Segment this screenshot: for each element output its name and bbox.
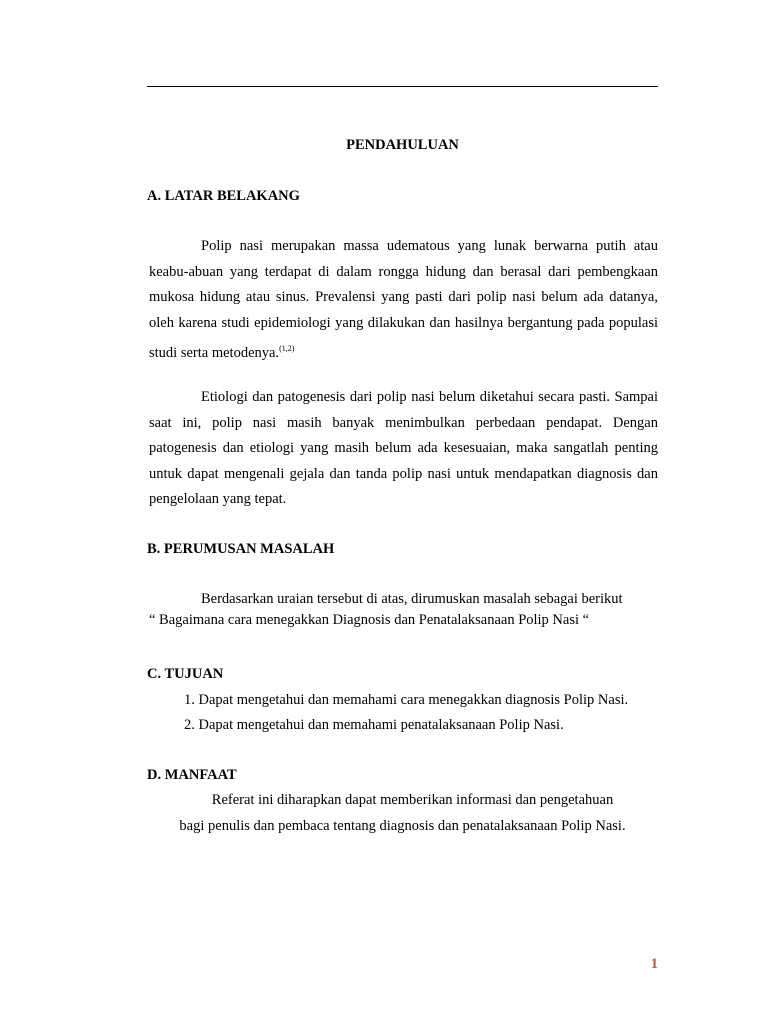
section-d-heading: D. MANFAAT — [147, 767, 237, 783]
section-a-paragraph-1 — [149, 234, 658, 366]
page-number: 1 — [650, 956, 658, 972]
section-b-intro — [149, 587, 658, 613]
top-rule — [147, 86, 658, 87]
section-d-line-1: Referat ini diharapkan dapat memberikan informasi dan pengetahuan — [211, 792, 614, 808]
problem-statement: “ Bagaimana cara menegakkan Diagnosis dan Penatalaksanaan Polip Nasi “ — [149, 612, 590, 628]
section-d-line-2: bagi penulis dan pembaca tentang diagnosis dan penatalaksanaan Polip Nasi. — [179, 818, 626, 834]
section-b-intro-text: Berdasarkan uraian tersebut di atas, dirumuskan masalah sebagai berikut — [201, 591, 623, 607]
section-a-paragraph-2-text: Etiologi dan patogenesis dari polip nasi belum diketahui secara pasti. Sampai saat ini, polip nasi masih banyak menimbulkan perbedaan pendapat. Dengan patogenesis dan etiologi yang masih belum ada kesesuaian, maka sangatlah penting untuk dapat mengenali gejala dan tanda polip nasi untuk mendapatkan diagnosis dan pengelolaan yang tepat. — [149, 389, 658, 507]
section-a-paragraph-2 — [149, 385, 658, 513]
list-item: 2. Dapat mengetahui dan memahami penatalaksanaan Polip Nasi. — [184, 717, 564, 733]
section-b-heading: B. PERUMUSAN MASALAH — [147, 541, 335, 557]
list-item: 1. Dapat mengetahui dan memahami cara menegakkan diagnosis Polip Nasi. — [184, 692, 629, 708]
page-title: PENDAHULUAN — [346, 137, 459, 153]
citation-ref: (1,2) — [279, 344, 295, 353]
section-c-heading: C. TUJUAN — [147, 666, 224, 682]
section-a-paragraph-1-text: Polip nasi merupakan massa udematous yang lunak berwarna putih atau keabu-abuan yang terdapat di dalam rongga hidung dan berasal dari pembengkaan mukosa hidung atau sinus. Prevalensi yang pasti dari polip nasi belum ada datanya, oleh karena studi epidemiologi yang dilakukan dan hasilnya bergantung pada populasi studi serta metodenya. — [149, 238, 658, 361]
section-a-heading: A. LATAR BELAKANG — [147, 188, 300, 204]
